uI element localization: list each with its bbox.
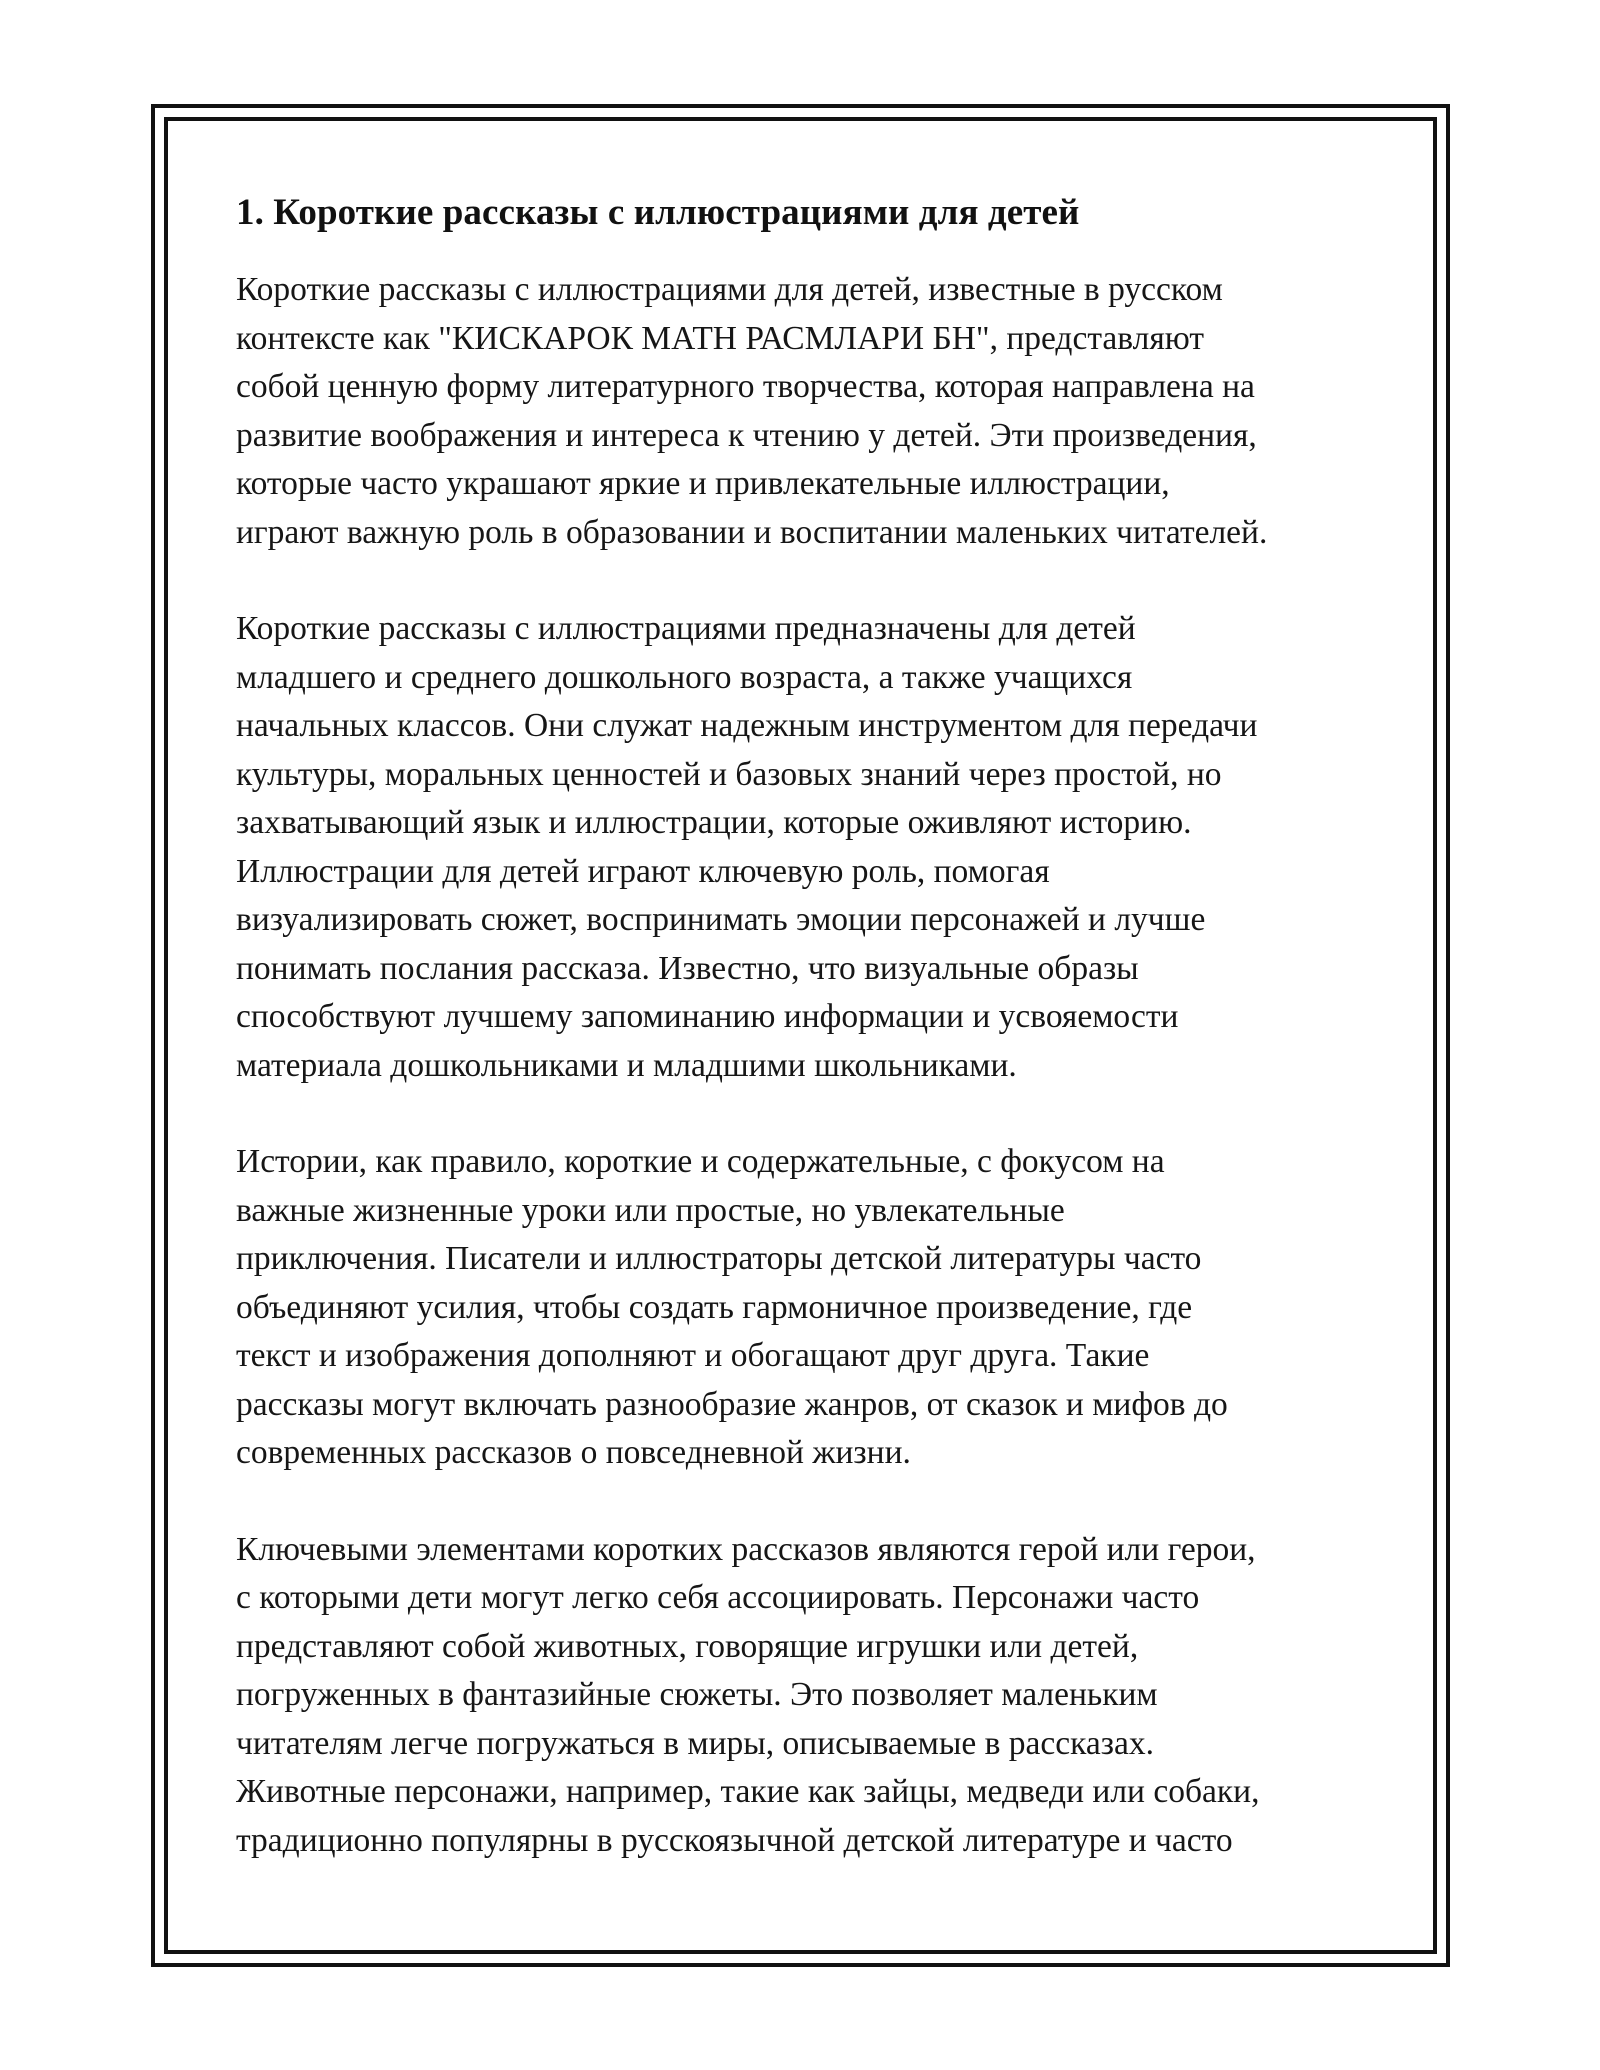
document-body (236, 188, 1386, 1913)
paragraph-1: Короткие рассказы с иллюстрациями для детей, известные в русском контексте как "КИСКАРОК МАТН РАСМЛАРИ БН", представляют собой ценную форму литературного творчества, которая направлена на развитие воображения и интереса к чтению у детей. Эти произведения, которые часто украшают яркие и привлекательные иллюстрации, играют важную роль в образовании и воспитании маленьких читателей. (236, 271, 1268, 551)
paragraph-2: Короткие рассказы с иллюстрациями предназначены для детей младшего и среднего дошкольного возраста, а также учащихся начальных классов. Они служат надежным инструментом для передачи культуры, моральных ценностей и базовых знаний через простой, но захватывающий язык и иллюстрации, которые оживляют историю. Иллюстрации для детей играют ключевую роль, помогая визуализировать сюжет, воспринимать эмоции персонажей и лучше понимать послания рассказа. Известно, что визуальные образы способствуют лучшему запоминанию информации и усвояемости материала дошкольниками и младшими школьниками. (236, 610, 1258, 1084)
paragraph-4: Ключевыми элементами коротких рассказов являются герой или герои, с которыми дети могут легко себя ассоциировать. Персонажи часто представляют собой животных, говорящие игрушки или детей, погруженных в фантазийные сюжеты. Это позволяет маленьким читателям легче погружаться в миры, описываемые в рассказах. Животные персонажи, например, такие как зайцы, медведи или собаки, традиционно популярны в русскоязычной детской литературе и часто (236, 1530, 1260, 1859)
paragraph-3: Истории, как правило, короткие и содержательные, с фокусом на важные жизненные уроки или простые, но увлекательные приключения. Писатели и иллюстраторы детской литературы часто объединяют усилия, чтобы создать гармоничное произведение, где текст и изображения дополняют и обогащают друг друга. Такие рассказы могут включать разнообразие жанров, от сказок и мифов до современных рассказов о повседневной жизни. (236, 1143, 1228, 1471)
section-heading: 1. Короткие рассказы с иллюстрациями для детей (236, 192, 1080, 233)
